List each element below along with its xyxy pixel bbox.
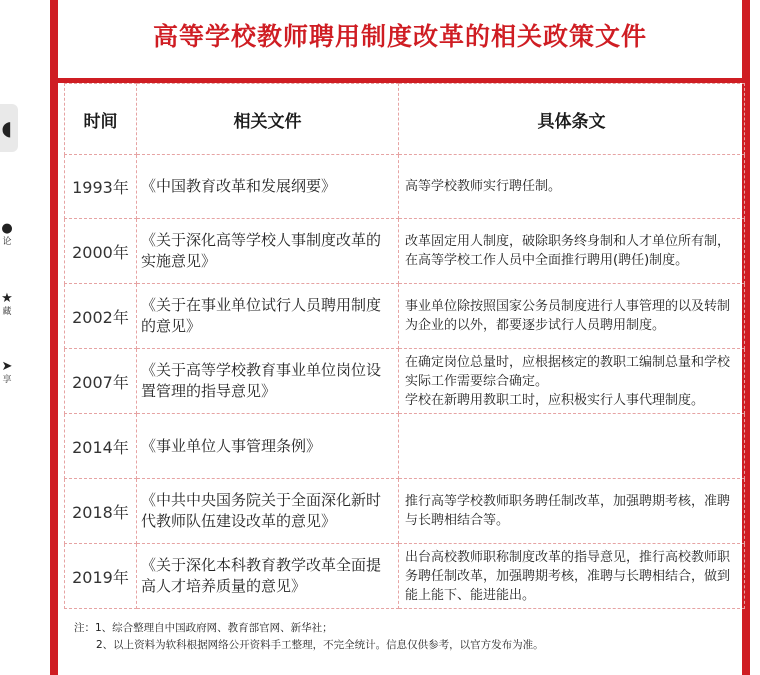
rail-top-icon: ◖ xyxy=(1,116,12,140)
year-cell: 1993年 xyxy=(65,155,137,219)
share-button[interactable] xyxy=(0,360,14,386)
document-cell: 《中国教育改革和发展纲要》 xyxy=(137,155,399,219)
document-cell: 《关于在事业单位试行人员聘用制度的意见》 xyxy=(137,284,399,349)
clause-paragraph: 学校在新聘用教职工时，应积极实行人事代理制度。 xyxy=(405,392,705,408)
policy-table xyxy=(64,83,745,609)
table-row xyxy=(65,155,745,219)
column-header-clause: 具体条文 xyxy=(399,84,745,155)
column-header-document: 相关文件 xyxy=(137,84,399,155)
document-cell: 《中共中央国务院关于全面深化新时代教师队伍建设改革的意见》 xyxy=(137,479,399,544)
column-header-time: 时间 xyxy=(65,84,137,155)
document-cell: 《事业单位人事管理条例》 xyxy=(137,414,399,479)
footnote-1: 注：1、综合整理自中国政府网、教育部官网、新华社； xyxy=(74,622,333,634)
comment-icon: ● xyxy=(1,221,13,236)
share-label: 享 xyxy=(2,375,12,385)
clause-cell: 推行高等学校教师职务聘任制改革，加强聘期考核，准聘与长聘相结合等。 xyxy=(399,479,745,544)
clause-paragraph: 在确定岗位总量时，应根据核定的教职工编制总量和学校实际工作需要综合确定。 xyxy=(405,354,731,389)
clause-cell xyxy=(399,349,745,414)
document-cell: 《关于高等学校教育事业单位岗位设置管理的指导意见》 xyxy=(137,349,399,414)
year-cell: 2014年 xyxy=(65,414,137,479)
title-bar xyxy=(58,0,742,83)
table-row xyxy=(65,284,745,349)
year-cell: 2019年 xyxy=(65,544,137,609)
favorite-label: 藏 xyxy=(2,307,12,317)
clause-cell: 高等学校教师实行聘任制。 xyxy=(399,155,745,219)
policy-card xyxy=(50,0,750,675)
table-row xyxy=(65,479,745,544)
clause-cell: 事业单位除按照国家公务员制度进行人事管理的以及转制为企业的以外，都要逐步试行人员聘用制度。 xyxy=(399,284,745,349)
year-cell: 2018年 xyxy=(65,479,137,544)
clause-cell: 出台高校教师职称制度改革的指导意见，推行高校教师职务聘任制改革，加强聘期考核，准聘与长聘相结合，做到能上能下、能进能出。 xyxy=(399,544,745,609)
year-cell: 2000年 xyxy=(65,219,137,284)
table-header-row xyxy=(65,84,745,155)
year-cell: 2007年 xyxy=(65,349,137,414)
footnotes xyxy=(74,620,734,654)
share-icon: ➤ xyxy=(1,359,13,374)
year-cell: 2002年 xyxy=(65,284,137,349)
clause-cell: 改革固定用人制度，破除职务终身制和人才单位所有制，在高等学校工作人员中全面推行聘用(聘任)制度。 xyxy=(399,219,745,284)
clause-cell xyxy=(399,414,745,479)
table-row xyxy=(65,544,745,609)
table-row xyxy=(65,219,745,284)
rail-top-button[interactable] xyxy=(0,104,18,152)
star-icon: ★ xyxy=(1,291,13,306)
comment-button[interactable] xyxy=(0,222,14,248)
document-cell: 《关于深化高等学校人事制度改革的实施意见》 xyxy=(137,219,399,284)
comment-label: 论 xyxy=(2,237,12,247)
page-title: 高等学校教师聘用制度改革的相关政策文件 xyxy=(152,22,647,51)
table-row xyxy=(65,349,745,414)
document-cell: 《关于深化本科教育教学改革全面提高人才培养质量的意见》 xyxy=(137,544,399,609)
favorite-button[interactable] xyxy=(0,292,14,318)
table-row xyxy=(65,414,745,479)
footnote-2: 2、以上资料为软科根据网络公开资料手工整理，不完全统计。信息仅供参考，以官方发布为准。 xyxy=(96,639,544,651)
side-action-rail xyxy=(0,0,44,675)
